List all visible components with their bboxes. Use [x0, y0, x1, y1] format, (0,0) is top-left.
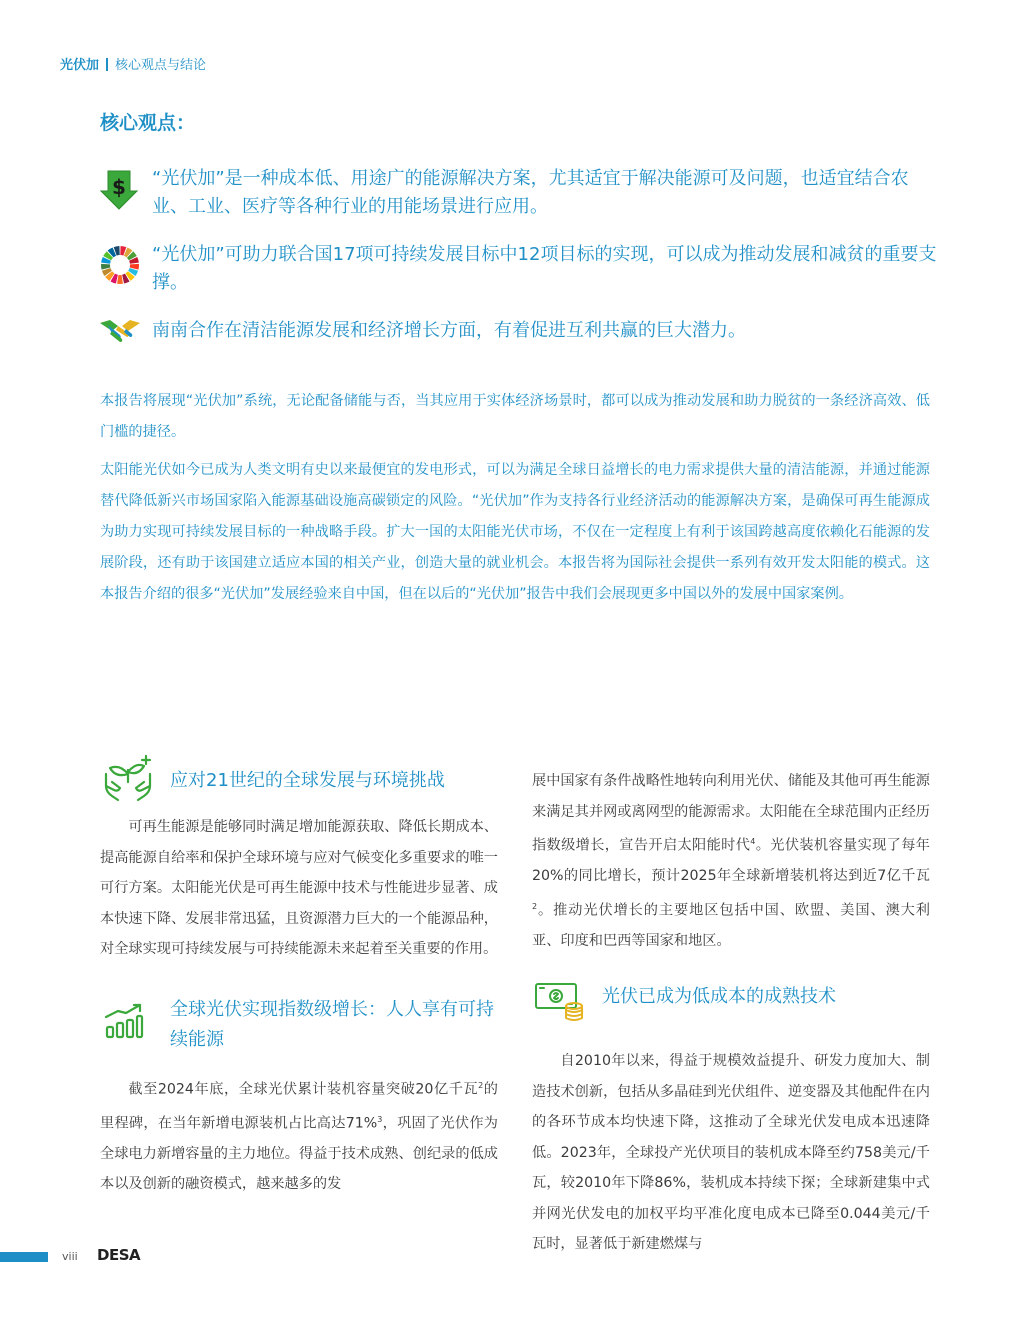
section-growth-body-continued: [532, 766, 930, 956]
header-divider: [106, 58, 108, 71]
growth-cont-part-1: 展中国家有条件战略性地转向利用光伏、储能及其他可再生能源来满足其并网或离网型的能源需求。太阳能在全球范围内正经历指数级增长，宣告开启太阳能时代: [532, 773, 930, 854]
growth-cont-part-3: 。推动光伏增长的主要地区包括中国、欧盟、美国、澳大利亚、印度和巴西等国家和地区。: [532, 902, 930, 949]
footnote-ref: 2: [532, 901, 538, 911]
key-points-title: 核心观点：: [100, 112, 196, 134]
money-coins-icon: [534, 980, 586, 1022]
section-challenge-body: 可再生能源是能够同时满足增加能源获取、降低长期成本、提高能源自给率和保护全球环境与应对气候变化多重要求的唯一可行方案。太阳能光伏是可再生能源中技术与性能进步显著、成本快速下降、发展非常迅猛，且资源潜力巨大的一个能源品种，对全球实现可持续发展与可持续能源未来起着至关重要的作用。: [100, 819, 498, 957]
intro-paragraph-2: 太阳能光伏如今已成为人类文明有史以来最便宜的发电形式，可以为满足全球日益增长的电力需求提供大量的清洁能源，并通过能源替代降低新兴市场国家陷入能源基础设施高碳锁定的风险。“光伏加”作为支持各行业经济活动的能源解决方案，是确保可再生能源成为助力实现可持续发展目标的一种战略手段。扩大一国的太阳能光伏市场，不仅在一定程度上有利于该国跨越高度依赖化石能源的发展阶段，还有助于该国建立适应本国的相关产业，创造大量的就业机会。本报告将为国际社会提供一系列有效开发太阳能的模式。这本报告介绍的很多“光伏加”发展经验来自中国，但在以后的“光伏加”报告中我们会展现更多中国以外的发展中国家案例。: [100, 462, 930, 602]
page-number: viii: [62, 1250, 78, 1263]
growth-body-part-1: 截至2024年底，全球光伏累计装机容量突破20亿千瓦: [128, 1081, 479, 1098]
key-point-3-text: 南南合作在清洁能源发展和经济增长方面，有着促进互利共赢的巨大潜力。: [152, 320, 746, 341]
footnote-ref: 4: [750, 837, 756, 846]
growth-cont-part-2: 。光伏装机容量实现了每年20%的同比增长，预计2025年全球新增装机将达到近7亿千瓦: [532, 837, 930, 885]
section-growth-heading: [100, 995, 498, 1055]
key-point-2: [100, 241, 940, 297]
sdg-wheel-icon: [100, 245, 140, 285]
footnote-ref: 3: [377, 1114, 383, 1124]
sdg-wheel-segment: [117, 275, 123, 284]
plant-hands-icon: [100, 752, 156, 804]
key-point-1-text: “光伏加”是一种成本低、用途广的能源解决方案，尤其适宜于解决能源可及问题，也适宜结合农业、工业、医疗等各种行业的用能场景进行应用。: [152, 168, 909, 217]
right-column: [532, 766, 930, 1260]
key-point-3: [100, 317, 940, 347]
money-down-icon: [100, 169, 138, 211]
svg-text:$: $: [112, 175, 126, 199]
section-challenge-heading: [100, 748, 498, 806]
running-header: [60, 54, 206, 73]
desa-logo: DESA: [97, 1246, 141, 1264]
section-lowcost-heading: [532, 978, 930, 1028]
section-growth-body: [100, 1071, 498, 1200]
key-point-1: [100, 165, 940, 221]
header-brand: 光伏加: [60, 58, 100, 73]
footer-accent-bar: [0, 1252, 48, 1262]
growth-body-part-3: ，巩固了光伏作为全球电力新增容量的主力地位。得益于技术成熟、创纪录的低成本以及创新的融资模式，越来越多的发: [100, 1115, 498, 1193]
intro-paragraph-1: 本报告将展现“光伏加”系统，无论配备储能与否，当其应用于实体经济场景时，都可以成为推动发展和助力脱贫的一条经济高效、低门槛的捷径。: [100, 393, 930, 440]
section-growth-title: 全球光伏实现指数级增长：人人享有可持续能源: [170, 998, 494, 1050]
handshake-icon: [98, 317, 142, 347]
header-section: 核心观点与结论: [115, 58, 207, 73]
footnote-ref: 2: [478, 1080, 484, 1090]
key-point-2-text: “光伏加”可助力联合国17项可持续发展目标中12项目标的实现，可以成为推动发展和减贫的重要支撑。: [152, 244, 937, 293]
growth-chart-icon: [104, 1003, 144, 1039]
section-lowcost-title: 光伏已成为低成本的成熟技术: [602, 986, 836, 1008]
growth-body-part-2: 的里程碑，在当年新增电源装机占比高达71%: [100, 1081, 498, 1132]
section-lowcost-body: 自2010年以来，得益于规模效益提升、研发力度加大、制造技术创新，包括从多晶硅到光伏组件、逆变器及其他配件在内的各环节成本均快速下降，这推动了全球光伏发电成本迅速降低。2023年，全球投产光伏项目的装机成本降至约758美元/千瓦，较2010年下降86%，装机成本持续下探；全球新建集中式并网光伏发电的加权平均平准化度电成本已降至0.044美元/千瓦时，显著低于新建燃煤与: [532, 1053, 930, 1253]
section-challenge-title: 应对21世纪的全球发展与环境挑战: [170, 770, 445, 791]
left-column: [100, 748, 498, 1200]
